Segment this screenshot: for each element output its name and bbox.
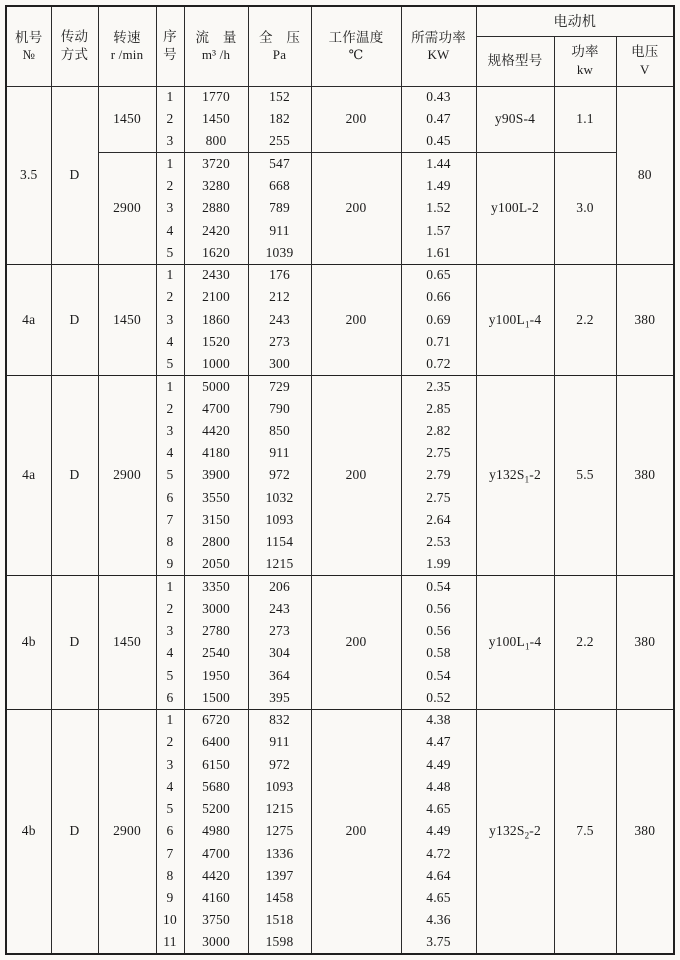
header-motor-power: 功率 kw [554, 36, 616, 86]
drive-cell: D [51, 709, 98, 954]
seq-cell: 3 [156, 131, 184, 153]
pressure-cell: 850 [248, 420, 311, 442]
seq-cell: 3 [156, 754, 184, 776]
flow-cell: 1860 [184, 309, 248, 331]
voltage-cell: 380 [616, 375, 674, 575]
seq-cell: 5 [156, 464, 184, 486]
header-row-top [6, 6, 674, 36]
pressure-cell: 300 [248, 353, 311, 375]
temp-cell: 200 [311, 576, 401, 710]
pressure-cell: 789 [248, 197, 311, 219]
header-seq: 序 号 [156, 6, 184, 86]
seq-cell: 4 [156, 220, 184, 242]
pressure-cell: 395 [248, 687, 311, 709]
header-temp: 工作温度 ℃ [311, 6, 401, 86]
power-cell: 4.36 [401, 909, 476, 931]
seq-cell: 8 [156, 865, 184, 887]
flow-cell: 3550 [184, 487, 248, 509]
flow-cell: 2780 [184, 620, 248, 642]
flow-cell: 6720 [184, 709, 248, 731]
flow-cell: 3280 [184, 175, 248, 197]
seq-cell: 6 [156, 820, 184, 842]
flow-cell: 4420 [184, 865, 248, 887]
pressure-cell: 212 [248, 286, 311, 308]
speed-cell: 1450 [98, 576, 156, 710]
power-cell: 4.49 [401, 820, 476, 842]
power-cell: 2.35 [401, 375, 476, 397]
header-power: 所需功率 KW [401, 6, 476, 86]
machine-cell: 4a [6, 375, 51, 575]
header-voltage: 电压 V [616, 36, 674, 86]
pressure-cell: 911 [248, 442, 311, 464]
power-cell: 0.71 [401, 331, 476, 353]
power-cell: 1.49 [401, 175, 476, 197]
machine-cell: 4a [6, 264, 51, 375]
table-row [6, 375, 674, 397]
seq-cell: 1 [156, 264, 184, 286]
power-cell: 0.66 [401, 286, 476, 308]
pressure-cell: 1093 [248, 776, 311, 798]
power-cell: 0.54 [401, 576, 476, 598]
power-cell: 0.69 [401, 309, 476, 331]
power-cell: 0.56 [401, 598, 476, 620]
motor-model: y100L-2 [491, 200, 539, 216]
flow-cell: 5200 [184, 798, 248, 820]
power-cell: 0.54 [401, 665, 476, 687]
flow-cell: 3150 [184, 509, 248, 531]
seq-cell: 6 [156, 687, 184, 709]
seq-cell: 1 [156, 375, 184, 397]
header-drive: 传动 方式 [51, 6, 98, 86]
seq-cell: 5 [156, 798, 184, 820]
motor-model: y90S-4 [494, 111, 536, 127]
pressure-cell: 1215 [248, 553, 311, 575]
flow-cell: 4160 [184, 887, 248, 909]
flow-cell: 6400 [184, 731, 248, 753]
pressure-cell: 152 [248, 86, 311, 108]
seq-cell: 4 [156, 331, 184, 353]
pressure-cell: 182 [248, 108, 311, 130]
header-motor-group: 电动机 [476, 6, 674, 36]
seq-cell: 2 [156, 175, 184, 197]
header-motor-model: 规格型号 [476, 36, 554, 86]
motor-model: $y132S_2-2$ [489, 823, 541, 841]
pressure-cell: 1154 [248, 531, 311, 553]
power-cell: 0.72 [401, 353, 476, 375]
temp-cell: 200 [311, 264, 401, 375]
seq-cell: 10 [156, 909, 184, 931]
seq-cell: 2 [156, 286, 184, 308]
seq-cell: 2 [156, 108, 184, 130]
power-cell: 0.43 [401, 86, 476, 108]
motor-model: $y100L_1-4$ [488, 634, 542, 652]
motor-kw-cell: 3.0 [554, 153, 616, 264]
flow-cell: 3000 [184, 598, 248, 620]
pressure-cell: 1336 [248, 843, 311, 865]
flow-cell: 3720 [184, 153, 248, 175]
motor-model: $y100L_1-4$ [488, 311, 542, 330]
seq-cell: 4 [156, 442, 184, 464]
seq-cell: 1 [156, 709, 184, 731]
seq-cell: 5 [156, 665, 184, 687]
power-cell: 1.57 [401, 220, 476, 242]
power-cell: 2.79 [401, 464, 476, 486]
power-cell: 4.64 [401, 865, 476, 887]
power-cell: 4.48 [401, 776, 476, 798]
seq-cell: 3 [156, 197, 184, 219]
flow-cell: 4420 [184, 420, 248, 442]
pressure-cell: 206 [248, 576, 311, 598]
flow-cell: 2420 [184, 220, 248, 242]
power-cell: 4.49 [401, 754, 476, 776]
seq-cell: 9 [156, 553, 184, 575]
power-cell: 0.52 [401, 687, 476, 709]
power-cell: 4.47 [401, 731, 476, 753]
pressure-cell: 243 [248, 598, 311, 620]
seq-cell: 2 [156, 731, 184, 753]
flow-cell: 1000 [184, 353, 248, 375]
pressure-cell: 911 [248, 731, 311, 753]
header-speed: 转速 r /min [98, 6, 156, 86]
table-row [6, 153, 674, 175]
power-cell: 2.75 [401, 442, 476, 464]
header-machine-no [6, 6, 51, 86]
speed-cell: 2900 [98, 375, 156, 575]
voltage-cell: 380 [616, 576, 674, 710]
power-cell: 1.99 [401, 553, 476, 575]
flow-cell: 6150 [184, 754, 248, 776]
power-cell: 1.52 [401, 197, 476, 219]
machine-cell: 4b [6, 709, 51, 954]
machine-cell: 4b [6, 576, 51, 710]
power-cell: 0.56 [401, 620, 476, 642]
pressure-cell: 1215 [248, 798, 311, 820]
speed-cell: 2900 [98, 709, 156, 954]
temp-cell: 200 [311, 709, 401, 954]
motor-kw-cell: 1.1 [554, 86, 616, 153]
flow-cell: 1770 [184, 86, 248, 108]
pressure-cell: 1518 [248, 909, 311, 931]
flow-cell: 5680 [184, 776, 248, 798]
header-machine-cn: 机号 [15, 29, 43, 45]
pressure-cell: 972 [248, 754, 311, 776]
model-cell [476, 264, 554, 375]
drive-cell: D [51, 375, 98, 575]
table-row [6, 709, 674, 731]
flow-cell: 2540 [184, 642, 248, 664]
pressure-cell: 1458 [248, 887, 311, 909]
power-cell: 2.75 [401, 487, 476, 509]
power-cell: 2.85 [401, 398, 476, 420]
seq-cell: 3 [156, 309, 184, 331]
power-cell: 2.64 [401, 509, 476, 531]
table-row [6, 576, 674, 598]
header-machine-lat: № [22, 46, 36, 62]
flow-cell: 4700 [184, 843, 248, 865]
spec-table-body [6, 86, 674, 954]
flow-cell: 3900 [184, 464, 248, 486]
table-row [6, 86, 674, 108]
power-cell: 3.75 [401, 932, 476, 955]
voltage-cell: 80 [616, 86, 674, 264]
model-cell [476, 153, 554, 264]
motor-model: $y132S_1-2$ [489, 467, 541, 486]
flow-cell: 2050 [184, 553, 248, 575]
table-header [6, 6, 674, 86]
flow-cell: 5000 [184, 375, 248, 397]
flow-cell: 1450 [184, 108, 248, 130]
temp-cell: 200 [311, 375, 401, 575]
pressure-cell: 304 [248, 642, 311, 664]
power-cell: 2.53 [401, 531, 476, 553]
power-cell: 2.82 [401, 420, 476, 442]
flow-cell: 1520 [184, 331, 248, 353]
speed-cell: 1450 [98, 264, 156, 375]
pressure-cell: 1598 [248, 932, 311, 955]
temp-cell: 200 [311, 153, 401, 264]
flow-cell: 4180 [184, 442, 248, 464]
seq-cell: 11 [156, 932, 184, 955]
pressure-cell: 1397 [248, 865, 311, 887]
flow-cell: 2880 [184, 197, 248, 219]
power-cell: 0.45 [401, 131, 476, 153]
voltage-cell: 380 [616, 709, 674, 954]
flow-cell: 4980 [184, 820, 248, 842]
pressure-cell: 729 [248, 375, 311, 397]
header-pressure: 全 压 Pa [248, 6, 311, 86]
pressure-cell: 364 [248, 665, 311, 687]
seq-cell: 5 [156, 353, 184, 375]
table-row [6, 264, 674, 286]
pressure-cell: 1039 [248, 242, 311, 264]
seq-cell: 7 [156, 509, 184, 531]
seq-cell: 7 [156, 843, 184, 865]
flow-cell: 1620 [184, 242, 248, 264]
motor-kw-cell: 5.5 [554, 375, 616, 575]
seq-cell: 2 [156, 398, 184, 420]
power-cell: 4.72 [401, 843, 476, 865]
seq-cell: 1 [156, 153, 184, 175]
power-cell: 1.61 [401, 242, 476, 264]
flow-cell: 4700 [184, 398, 248, 420]
drive-cell: D [51, 264, 98, 375]
seq-cell: 1 [156, 86, 184, 108]
seq-cell: 5 [156, 242, 184, 264]
power-cell: 1.44 [401, 153, 476, 175]
pressure-cell: 273 [248, 331, 311, 353]
seq-cell: 6 [156, 487, 184, 509]
pressure-cell: 176 [248, 264, 311, 286]
seq-cell: 2 [156, 598, 184, 620]
pressure-cell: 790 [248, 398, 311, 420]
speed-cell: 2900 [98, 153, 156, 264]
motor-kw-cell: 2.2 [554, 264, 616, 375]
model-cell [476, 86, 554, 153]
power-cell: 0.47 [401, 108, 476, 130]
flow-cell: 2430 [184, 264, 248, 286]
motor-kw-cell: 2.2 [554, 576, 616, 710]
flow-cell: 1950 [184, 665, 248, 687]
flow-cell: 3350 [184, 576, 248, 598]
speed-cell: 1450 [98, 86, 156, 153]
motor-kw-cell: 7.5 [554, 709, 616, 954]
voltage-cell: 380 [616, 264, 674, 375]
pressure-cell: 972 [248, 464, 311, 486]
pressure-cell: 1032 [248, 487, 311, 509]
temp-cell: 200 [311, 86, 401, 153]
power-cell: 0.65 [401, 264, 476, 286]
pressure-cell: 668 [248, 175, 311, 197]
pressure-cell: 1275 [248, 820, 311, 842]
power-cell: 0.58 [401, 642, 476, 664]
model-cell [476, 709, 554, 954]
seq-cell: 3 [156, 420, 184, 442]
pressure-cell: 255 [248, 131, 311, 153]
spec-table [5, 5, 675, 955]
seq-cell: 1 [156, 576, 184, 598]
seq-cell: 3 [156, 620, 184, 642]
model-cell [476, 576, 554, 710]
header-flow: 流 量 m³ /h [184, 6, 248, 86]
flow-cell: 3750 [184, 909, 248, 931]
seq-cell: 9 [156, 887, 184, 909]
pressure-cell: 832 [248, 709, 311, 731]
drive-cell: D [51, 86, 98, 264]
power-cell: 4.38 [401, 709, 476, 731]
drive-cell: D [51, 576, 98, 710]
seq-cell: 8 [156, 531, 184, 553]
power-cell: 4.65 [401, 798, 476, 820]
machine-cell: 3.5 [6, 86, 51, 264]
model-cell [476, 375, 554, 575]
pressure-cell: 911 [248, 220, 311, 242]
power-cell: 4.65 [401, 887, 476, 909]
pressure-cell: 273 [248, 620, 311, 642]
pressure-cell: 1093 [248, 509, 311, 531]
flow-cell: 2100 [184, 286, 248, 308]
pressure-cell: 243 [248, 309, 311, 331]
seq-cell: 4 [156, 642, 184, 664]
flow-cell: 2800 [184, 531, 248, 553]
seq-cell: 4 [156, 776, 184, 798]
pressure-cell: 547 [248, 153, 311, 175]
flow-cell: 3000 [184, 932, 248, 955]
flow-cell: 1500 [184, 687, 248, 709]
flow-cell: 800 [184, 131, 248, 153]
